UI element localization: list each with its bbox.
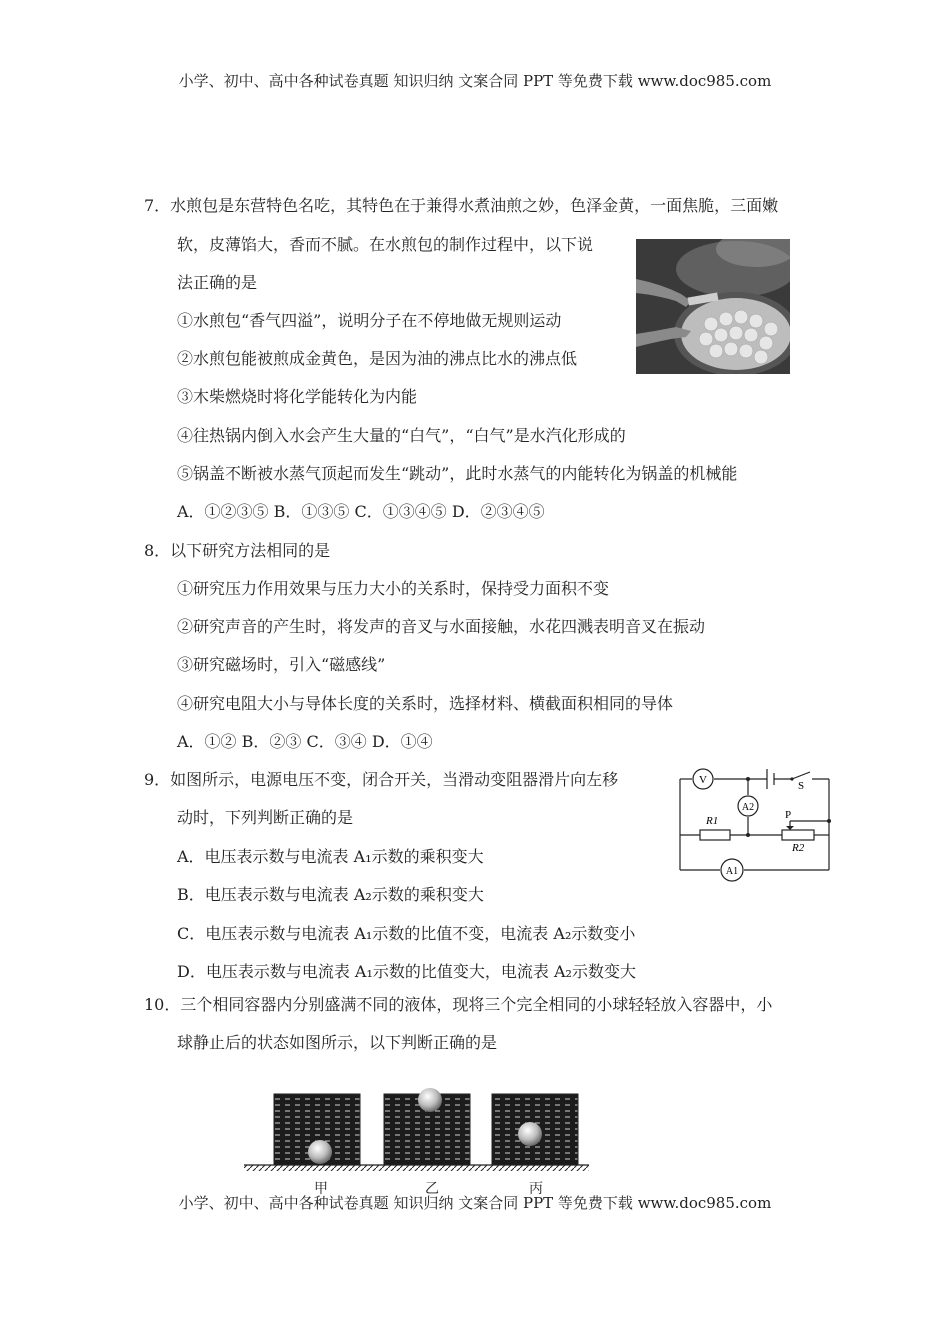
q7-statement-4: ④往热锅内倒入水会产生大量的“白气”，“白气”是水汽化形成的	[177, 426, 626, 445]
label-p: P	[785, 809, 792, 821]
label-v: V	[699, 774, 707, 786]
ball-bing	[518, 1122, 542, 1146]
label-jia: 甲	[314, 1181, 328, 1197]
q10-line1: 10．三个相同容器内分别盛满不同的液体，现将三个完全相同的小球轻轻放入容器中，小	[144, 995, 773, 1014]
q7-statement-1: ①水煎包“香气四溢”，说明分子在不停地做无规则运动	[177, 311, 562, 330]
q9-line2: 动时，下列判断正确的是	[177, 808, 354, 827]
q7-photo-pan	[636, 239, 790, 374]
q9-option-d: D．电压表示数与电流表 A₁示数的比值变大，电流表 A₂示数变大	[177, 962, 636, 981]
q8-statement-1: ①研究压力作用效果与压力大小的关系时，保持受力面积不变	[177, 579, 610, 598]
q9-option-c: C．电压表示数与电流表 A₁示数的比值不变，电流表 A₂示数变小	[177, 924, 636, 943]
q7-options: A．①②③⑤ B．①③⑤ C．①③④⑤ D．②③④⑤	[177, 502, 545, 521]
q8-options: A．①② B．②③ C．③④ D．①④	[177, 732, 433, 751]
label-yi: 乙	[425, 1181, 439, 1197]
q8-statement-2: ②研究声音的产生时，将发声的音叉与水面接触，水花四溅表明音叉在振动	[177, 617, 706, 636]
q7-statement-2: ②水煎包能被煎成金黄色，是因为油的沸点比水的沸点低	[177, 349, 578, 368]
q7-line1: 7．水煎包是东营特色名吃，其特色在于兼得水煮油煎之妙，色泽金黄，一面焦脆，三面嫩	[144, 196, 779, 215]
q7-line2: 软，皮薄馅大，香而不腻。在水煎包的制作过程中，以下说	[177, 235, 594, 254]
label-s: S	[798, 780, 805, 792]
q7-statement-5: ⑤锅盖不断被水蒸气顶起而发生“跳动”，此时水蒸气的内能转化为锅盖的机械能	[177, 464, 738, 483]
q9-line1: 9．如图所示，电源电压不变，闭合开关，当滑动变阻器滑片向左移	[144, 770, 619, 789]
q9-option-b: B．电压表示数与电流表 A₂示数的乘积变大	[177, 885, 484, 904]
q8-line1: 8．以下研究方法相同的是	[144, 541, 331, 560]
label-a2: A2	[741, 802, 755, 813]
page-header: 小学、初中、高中各种试卷真题 知识归纳 文案合同 PPT 等免费下载 www.doc985.com	[178, 72, 772, 90]
ball-jia	[308, 1140, 332, 1164]
q10-line2: 球静止后的状态如图所示，以下判断正确的是	[177, 1033, 498, 1052]
page-footer: 小学、初中、高中各种试卷真题 知识归纳 文案合同 PPT 等免费下载 www.doc985.com	[178, 1194, 772, 1212]
label-a1: A1	[725, 866, 739, 877]
q8-statement-4: ④研究电阻大小与导体长度的关系时，选择材料、横截面积相同的导体	[177, 694, 674, 713]
q9-option-a: A．电压表示数与电流表 A₁示数的乘积变大	[177, 847, 484, 866]
q7-statement-3: ③木柴燃烧时将化学能转化为内能	[177, 387, 418, 406]
q8-statement-3: ③研究磁场时，引入“磁感线”	[177, 655, 386, 674]
q9-circuit-diagram	[672, 765, 837, 885]
q7-line3: 法正确的是	[177, 273, 258, 292]
ball-yi	[418, 1088, 442, 1112]
label-bing: 丙	[529, 1181, 543, 1197]
label-r1: R1	[706, 815, 719, 827]
label-r2: R2	[792, 842, 805, 854]
